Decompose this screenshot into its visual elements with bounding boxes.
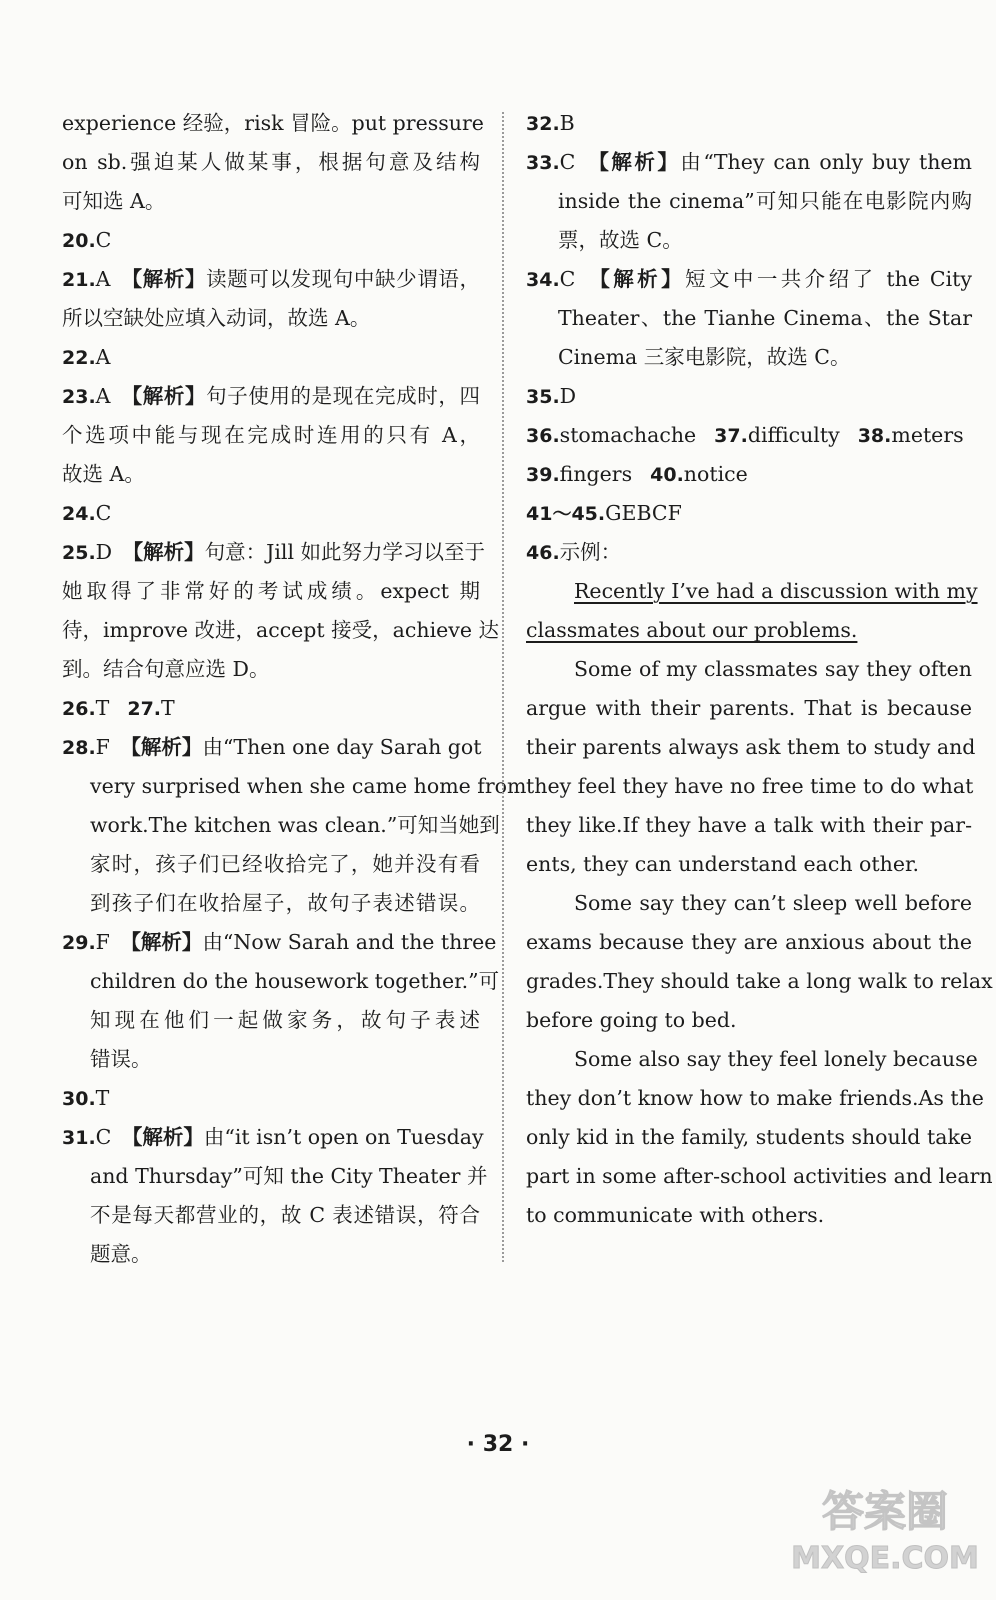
answer-line: children do the housework together.”可 (90, 969, 500, 993)
answer-item: 34.C 【解析】短文中一共介绍了 the City (526, 267, 972, 291)
answer-item: 26.T 27.T (62, 696, 175, 720)
essay-line: they don’t know how to make friends.As the (526, 1086, 984, 1110)
essay-line: part in some after-school activities and learn (526, 1164, 993, 1188)
answer-line: Theater、the Tianhe Cinema、the Star (558, 306, 972, 330)
answer-line: 题意。 (90, 1242, 152, 1266)
answer-item: 28.F 【解析】由“Then one day Sarah got (62, 735, 482, 759)
watermark-top-text: 答案圈 (821, 1487, 949, 1536)
answer-item: 29.F 【解析】由“Now Sarah and the three (62, 930, 497, 954)
answer-line: 到孩子们在收拾屋子，故句子表述错误。 (90, 891, 480, 915)
watermark-bottom-text: MXQE.COM (791, 1541, 979, 1576)
answer-item: 22.A (62, 345, 111, 369)
answer-line: inside the cinema”可知只能在电影院内购 (558, 189, 972, 213)
answer-line: 到。结合句意应选 D。 (62, 657, 270, 681)
answer-line: very surprised when she came home from (90, 774, 527, 798)
answer-line: Cinema 三家电影院，故选 C。 (558, 345, 851, 369)
answer-line: and Thursday”可知 the City Theater 并 (90, 1164, 488, 1188)
answer-item: 23.A 【解析】句子使用的是现在完成时，四 (62, 384, 480, 408)
answer-item: 30.T (62, 1086, 110, 1110)
essay-line: argue with their parents. That is because (526, 696, 972, 720)
answer-line: 所以空缺处应填入动词，故选 A。 (62, 306, 371, 330)
answer-line: 她取得了非常好的考试成绩。expect 期 (62, 579, 480, 603)
essay-line: Some say they can’t sleep well before (574, 891, 972, 915)
watermark-logo (791, 1476, 979, 1576)
essay-line: they feel they have no free time to do what (526, 774, 974, 798)
right-column (526, 104, 993, 1235)
answer-item: 35.D (526, 384, 577, 408)
column-divider (502, 112, 504, 1262)
answer-line: experience 经验，risk 冒险。put pressure (62, 111, 484, 135)
answer-item: 20.C (62, 228, 112, 252)
essay-line: exams because they are anxious about the (526, 930, 972, 954)
answer-item: 31.C 【解析】由“it isn’t open on Tuesday (62, 1125, 484, 1149)
essay-line: they like.If they have a talk with their par- (526, 813, 972, 837)
essay-line: only kid in the family, students should take (526, 1125, 972, 1149)
answer-item: 46.示例： (526, 540, 622, 564)
answer-line: 不是每天都营业的，故 C 表述错误，符合 (90, 1203, 480, 1227)
answer-item: 25.D 【解析】句意：Jill 如此努力学习以至于 (62, 540, 486, 564)
left-column (62, 104, 527, 1274)
answer-line: 故选 A。 (62, 462, 145, 486)
essay-line: before going to bed. (526, 1008, 737, 1032)
essay-title: Recently I’ve had a discussion with my (574, 579, 978, 603)
answer-item: 21.A 【解析】读题可以发现句中缺少谓语， (62, 267, 480, 291)
answer-item: 33.C 【解析】由“They can only buy them (526, 150, 972, 174)
essay-line: ents, they can understand each other. (526, 852, 920, 876)
essay-title: classmates about our problems. (526, 618, 858, 642)
answer-line: on sb.强迫某人做某事，根据句意及结构 (62, 150, 480, 174)
answer-line: 个选项中能与现在完成时连用的只有 A， (62, 423, 480, 447)
answer-item: 36.stomachache 37.difficulty 38.meters (526, 423, 964, 447)
essay-line: their parents always ask them to study and (526, 735, 976, 759)
answer-line: 票，故选 C。 (558, 228, 683, 252)
answer-line: 家时，孩子们已经收拾完了，她并没有看 (90, 852, 480, 876)
essay-line: grades.They should take a long walk to relax (526, 969, 993, 993)
essay-line: Some also say they feel lonely because (574, 1047, 978, 1071)
essay-line: to communicate with others. (526, 1203, 825, 1227)
answer-line: 知现在他们一起做家务，故句子表述 (90, 1008, 480, 1032)
answer-line: work.The kitchen was clean.”可知当她到 (90, 813, 500, 837)
page-number: · 32 · (466, 1432, 530, 1457)
answer-item: 39.fingers 40.notice (526, 462, 748, 486)
answer-line: 待，improve 改进，accept 接受，achieve 达 (62, 618, 500, 642)
answer-item: 24.C (62, 501, 112, 525)
answer-line: 可知选 A。 (62, 189, 166, 213)
answer-item: 41～45.GEBCF (526, 501, 682, 525)
answer-item: 32.B (526, 111, 575, 135)
answer-line: 错误。 (90, 1047, 152, 1071)
essay-line: Some of my classmates say they often (574, 657, 972, 681)
